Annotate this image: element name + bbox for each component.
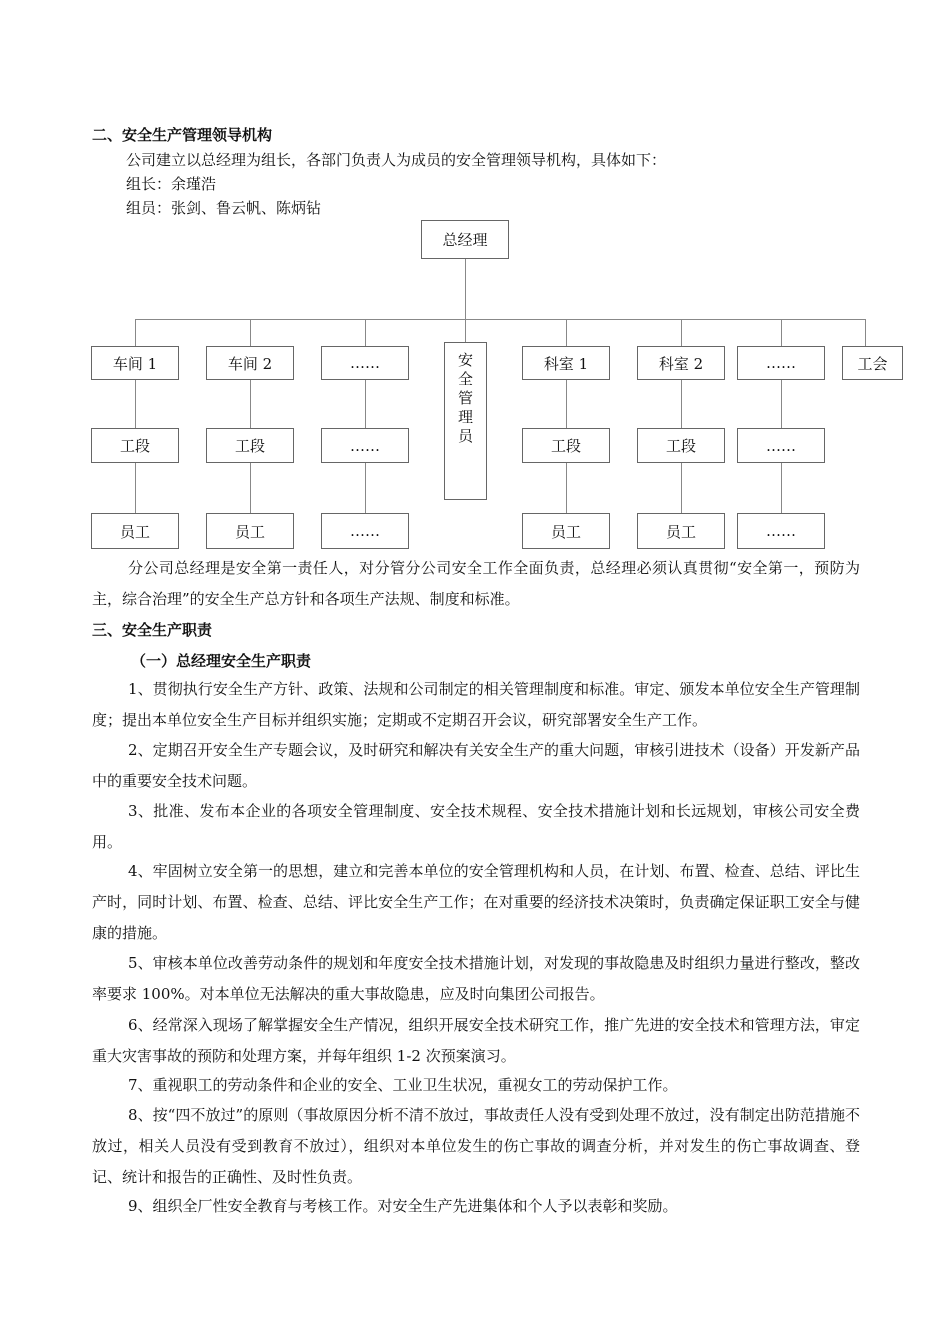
connector: [865, 319, 866, 347]
safety-officer-char: 理: [457, 408, 473, 426]
connector: [250, 463, 251, 513]
duty-item-4: 4、牢固树立安全第一的思想，建立和完善本单位的安全管理机构和人员，在计划、布置、检查、总结、评比生产时，同时计划、布置、检查、总结、评比安全生产工作；在对重要的经济技术决策时，负责确定保证职工安全与健康的措施。: [92, 862, 860, 942]
connector: [135, 380, 136, 428]
safety-officer-char: 全: [457, 370, 473, 388]
org-node-section-more: ……: [737, 428, 825, 463]
org-node-workshop-2: 车间 2: [206, 346, 294, 380]
org-node-staff: 员工: [206, 513, 294, 549]
connector: [465, 319, 466, 343]
connector: [566, 463, 567, 513]
duty-item-5: 5、审核本单位改善劳动条件的规划和年度安全技术措施计划，对发现的事故隐患及时组织力量进行整改，整改率要求 100%。对本单位无法解决的重大事故隐患，应及时向集团公司报告。: [92, 954, 860, 1003]
connector: [681, 319, 682, 347]
connector: [250, 319, 251, 347]
duty-item-8: 8、按“四不放过”的原则（事故原因分析不清不放过，事故责任人没有受到处理不放过，没有制定出防范措施不放过，相关人员没有受到教育不放过），组织对本单位发生的伤亡事故的调查分析，并对发生的伤亡事故调查、登记、统计和报告的正确性、及时性负责。: [92, 1106, 860, 1186]
org-node-office-2: 科室 2: [637, 346, 725, 380]
connector: [365, 380, 366, 428]
connector: [250, 380, 251, 428]
org-node-staff-more: ……: [321, 513, 409, 549]
duty-item-2: 2、定期召开安全生产专题会议，及时研究和解决有关安全生产的重大问题，审核引进技术（设备）开发新产品中的重要安全技术问题。: [92, 741, 860, 790]
org-node-workshop-more: ……: [321, 346, 409, 380]
org-node-staff-more: ……: [737, 513, 825, 549]
connector: [365, 319, 366, 347]
connector: [681, 380, 682, 428]
duty-item-7: 7、重视职工的劳动条件和企业的安全、工业卫生状况，重视女工的劳动保护工作。: [128, 1076, 678, 1094]
section2-members: 组员：张剑、鲁云帆、陈炳钻: [126, 199, 322, 217]
org-node-section: 工段: [522, 428, 610, 463]
connector: [135, 319, 136, 347]
connector: [781, 319, 782, 347]
connector: [566, 380, 567, 428]
safety-officer-char: 管: [457, 389, 473, 407]
connector-top: [465, 259, 466, 319]
section2-heading: 二、安全生产管理领导机构: [92, 126, 273, 144]
summary-paragraph: 分公司总经理是安全第一责任人，对分管分公司安全工作全面负责，总经理必须认真贯彻“安全第一，预防为主，综合治理”的安全生产总方针和各项生产法规、制度和标准。: [92, 559, 860, 608]
connector: [681, 463, 682, 513]
duty-item-6: 6、经常深入现场了解掌握安全生产情况，组织开展安全技术研究工作，推广先进的安全技术和管理方法，审定重大灾害事故的预防和处理方案，并每年组织 1-2 次预案演习。: [92, 1016, 860, 1065]
org-node-union: 工会: [842, 346, 903, 380]
org-node-staff: 员工: [91, 513, 179, 549]
org-node-office-more: ……: [737, 346, 825, 380]
duty-item-3: 3、批准、发布本企业的各项安全管理制度、安全技术规程、安全技术措施计划和长远规划，审核公司安全费用。: [92, 802, 860, 851]
safety-officer-char: 安: [457, 351, 473, 369]
section2-intro: 公司建立以总经理为组长，各部门负责人为成员的安全管理领导机构，具体如下：: [126, 151, 667, 169]
section3-subheading: （一）总经理安全生产职责: [131, 652, 312, 670]
connector: [135, 463, 136, 513]
org-node-safety-officer: [444, 342, 487, 500]
org-node-staff: 员工: [637, 513, 725, 549]
connector: [365, 463, 366, 513]
org-node-general-manager: 总经理: [421, 220, 509, 259]
org-node-workshop-1: 车间 1: [91, 346, 179, 380]
connector: [781, 463, 782, 513]
duty-item-1: 1、贯彻执行安全生产方针、政策、法规和公司制定的相关管理制度和标准。审定、颁发本单位安全生产管理制度；提出本单位安全生产目标并组织实施；定期或不定期召开会议，研究部署安全生产工作。: [92, 680, 860, 729]
connector: [566, 319, 567, 347]
org-node-section: 工段: [91, 428, 179, 463]
org-node-staff: 员工: [522, 513, 610, 549]
org-node-section: 工段: [206, 428, 294, 463]
connector-horizontal: [135, 319, 865, 320]
safety-officer-char: 员: [457, 427, 473, 445]
org-node-section: 工段: [637, 428, 725, 463]
section3-heading: 三、安全生产职责: [92, 621, 213, 639]
connector: [781, 380, 782, 428]
org-node-office-1: 科室 1: [522, 346, 610, 380]
duty-item-9: 9、组织全厂性安全教育与考核工作。对安全生产先进集体和个人予以表彰和奖励。: [128, 1197, 678, 1215]
section2-leader: 组长：余瑾浩: [126, 175, 217, 193]
org-node-section-more: ……: [321, 428, 409, 463]
